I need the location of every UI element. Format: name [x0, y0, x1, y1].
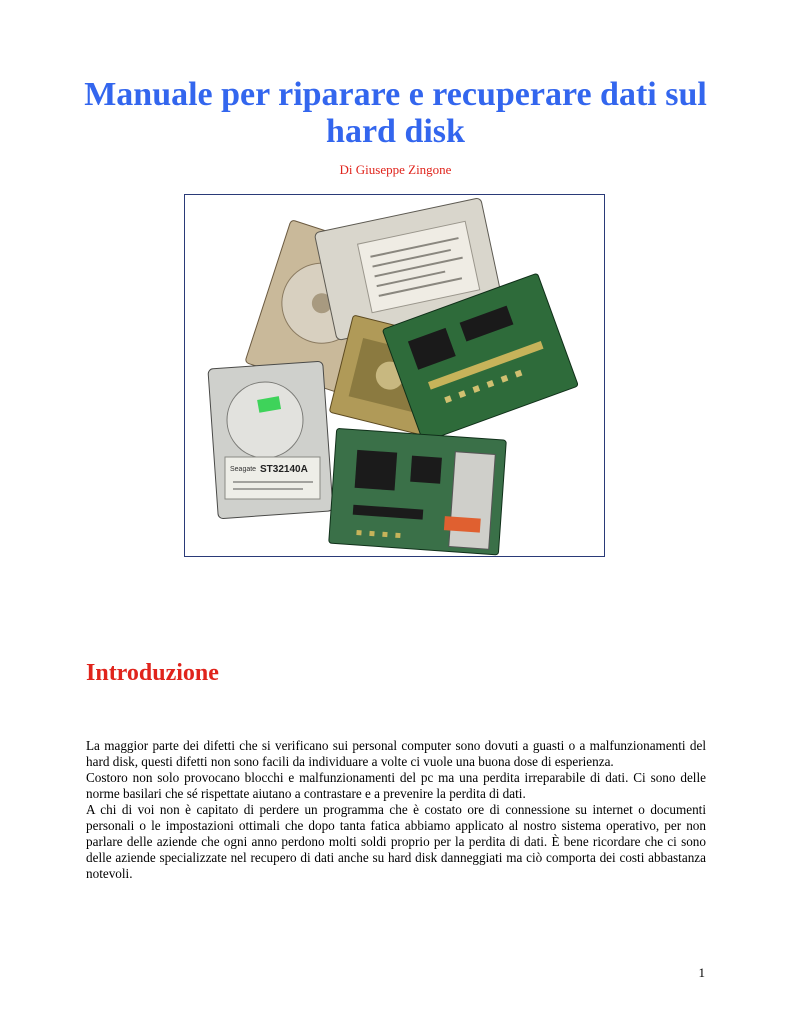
title-line-1: Manuale per riparare e recuperare dati sul — [84, 76, 707, 113]
drive-bottom-pcb — [329, 428, 507, 555]
drive-brand-text: Seagate — [230, 466, 257, 473]
drive-front-silver — [208, 361, 333, 519]
hard-disks-illustration — [185, 195, 604, 556]
section-heading-introduzione: Introduzione — [86, 660, 219, 686]
title-line-2: hard disk — [326, 113, 465, 150]
hard-disk-photo — [184, 194, 605, 557]
paragraph-3: A chi di voi non è capitato di perdere un programma che è costato ore di connessione su internet o documenti personali o le impostazioni ottimali che dopo tanta fatica abbiamo applicato al nostro sistema operativo, per non parlare delle aziende che ogni anno perdono molti soldi proprio per la perdita di dati. È bene ricordare che ci sono delle aziende specializzate nel recupero di dati anche su hard disk danneggiati ma ciò comporta dei costi abbastanza notevoli. — [86, 802, 706, 881]
document-title — [60, 76, 731, 150]
paragraph-2: Costoro non solo provocano blocchi e malfunzionamenti del pc ma una perdita irreparabile di dati. Ci sono delle norme basilari che sé rispettate aiutano a contrastare e a prevenire la perdita di dati. — [86, 770, 706, 801]
page-number: 1 — [698, 965, 705, 980]
author-line: Di Giuseppe Zingone — [339, 162, 452, 177]
drive-model-text: ST32140A — [260, 464, 308, 475]
paragraph-1: La maggior parte dei difetti che si verificano sui personal computer sono dovuti a guasti o a malfunzionamenti del hard disk, questi difetti non sono facili da individuare a volte ci vuole una buona dose di esperienza. — [86, 738, 706, 769]
introduction-body — [86, 738, 706, 882]
